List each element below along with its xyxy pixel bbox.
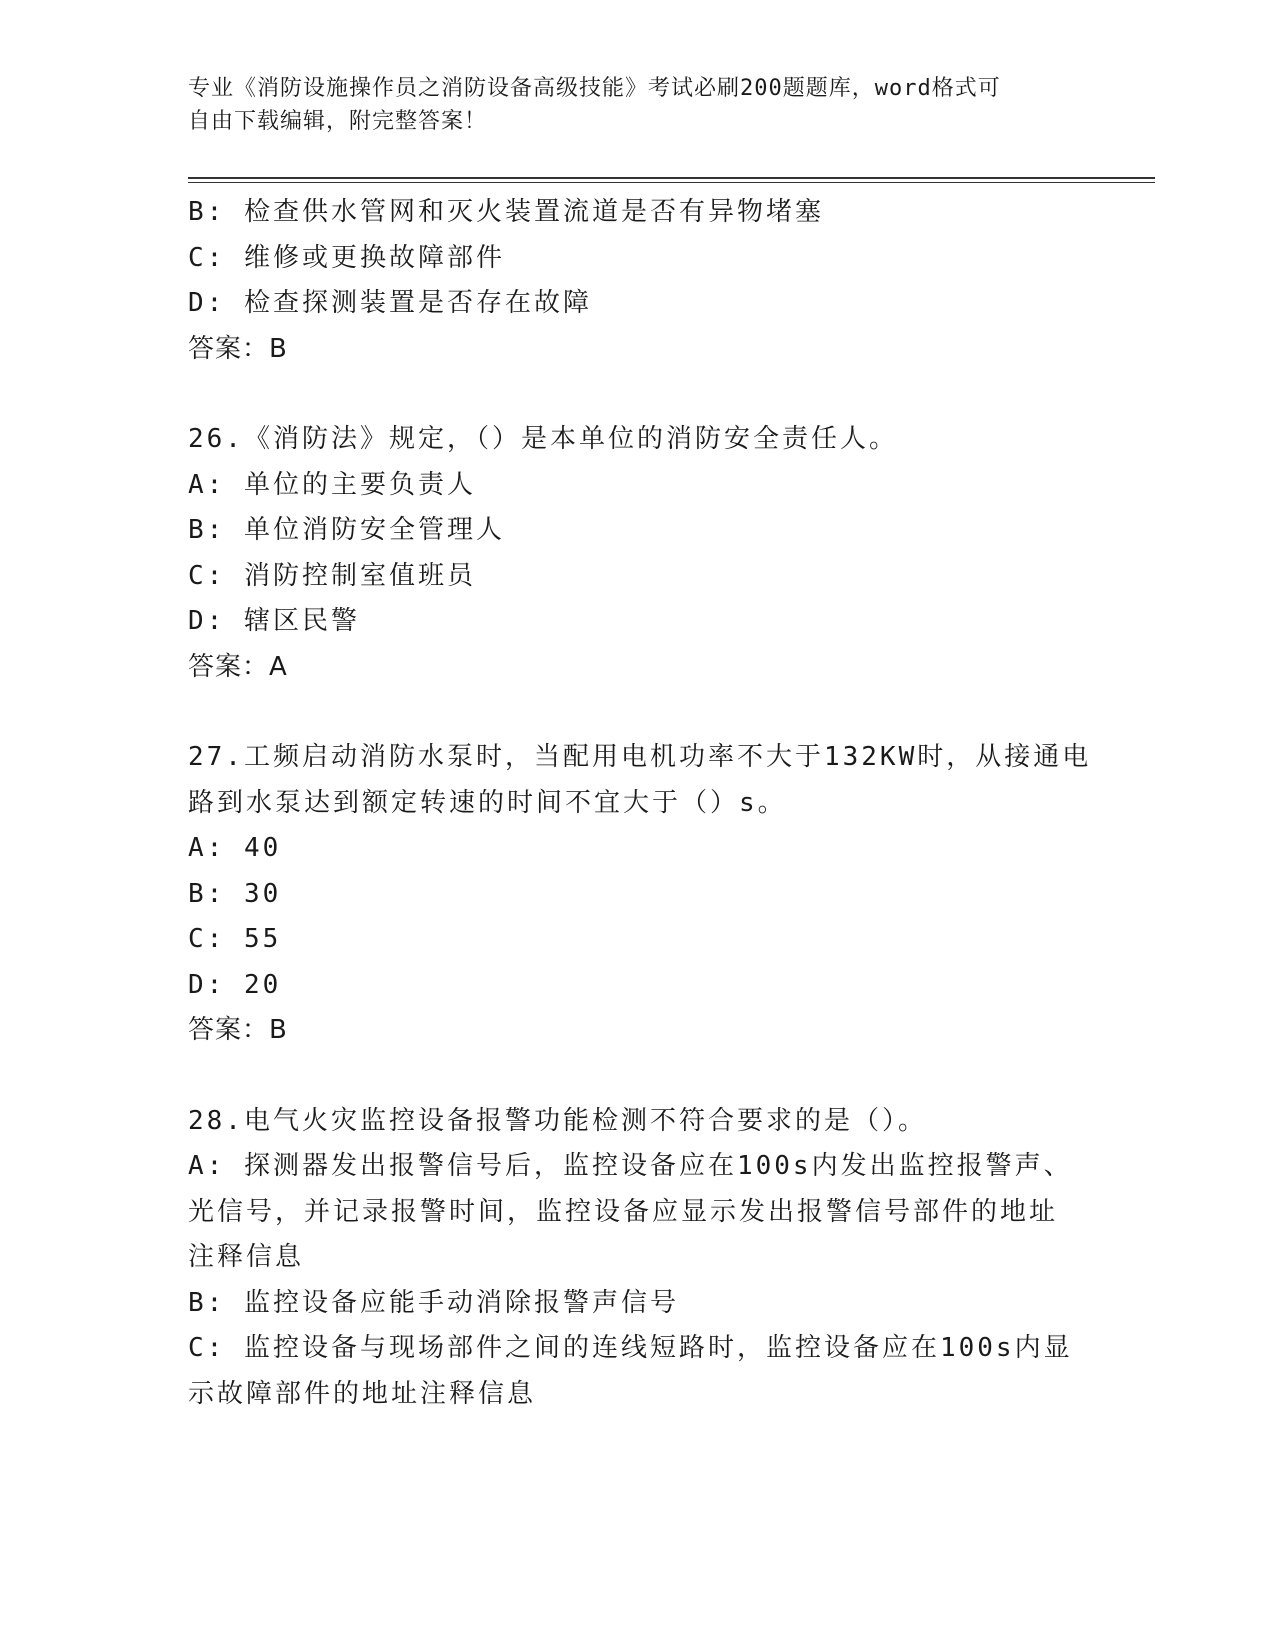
option-a: A: 40 (188, 833, 282, 863)
question-stem-line-2: 路到水泵达到额定转速的时间不宜大于（）s。 (188, 787, 787, 818)
question-stem: 28.电气火灾监控设备报警功能检测不符合要求的是（）。 (188, 1105, 927, 1136)
option-a-line-3: 注释信息 (188, 1242, 305, 1272)
option-a-line-1: A: 探测器发出报警信号后，监控设备应在100s内发出监控报警声、 (188, 1151, 1073, 1181)
answer: 答案：B (188, 333, 288, 364)
option-b: B: 监控设备应能手动消除报警声信号 (188, 1287, 679, 1318)
question-stem: 26.《消防法》规定，（）是本单位的消防安全责任人。 (188, 424, 898, 454)
question-list (188, 190, 1092, 1417)
option-b: B: 检查供水管网和灭火装置流道是否有异物堵塞 (188, 197, 824, 227)
option-c-line-2: 示故障部件的地址注释信息 (188, 1378, 537, 1409)
document-header (188, 72, 1088, 138)
option-c-line-1: C: 监控设备与现场部件之间的连线短路时，监控设备应在100s内显 (188, 1333, 1073, 1363)
header-divider-thin (188, 182, 1155, 183)
answer: 答案：B (188, 1015, 288, 1045)
question-27 (188, 735, 1092, 1054)
option-c: C: 55 (188, 924, 282, 954)
question-stem-line-1: 27.工频启动消防水泵时，当配用电机功率不大于132KW时，从接通电 (188, 742, 1092, 772)
answer: 答案：A (188, 651, 288, 682)
option-c: C: 维修或更换故障部件 (188, 242, 505, 273)
header-line-2: 自由下载编辑，附完整答案！ (188, 109, 488, 134)
option-d: D: 检查探测装置是否存在故障 (188, 288, 592, 318)
option-a-line-2: 光信号，并记录报警时间，监控设备应显示发出报警信号部件的地址 (188, 1196, 1059, 1227)
question-28 (188, 1099, 1088, 1418)
option-a: A: 单位的主要负责人 (188, 469, 476, 500)
option-d: D: 20 (188, 969, 282, 1000)
header-divider (188, 177, 1155, 179)
option-b: B: 30 (188, 878, 282, 909)
option-c: C: 消防控制室值班员 (188, 560, 476, 591)
option-b: B: 单位消防安全管理人 (188, 515, 505, 545)
question-26 (188, 417, 1088, 690)
header-line-1: 专业《消防设施操作员之消防设备高级技能》考试必刷200题题库，word格式可 (188, 76, 1001, 101)
option-d: D: 辖区民警 (188, 606, 360, 636)
question-25-tail (188, 190, 1088, 372)
